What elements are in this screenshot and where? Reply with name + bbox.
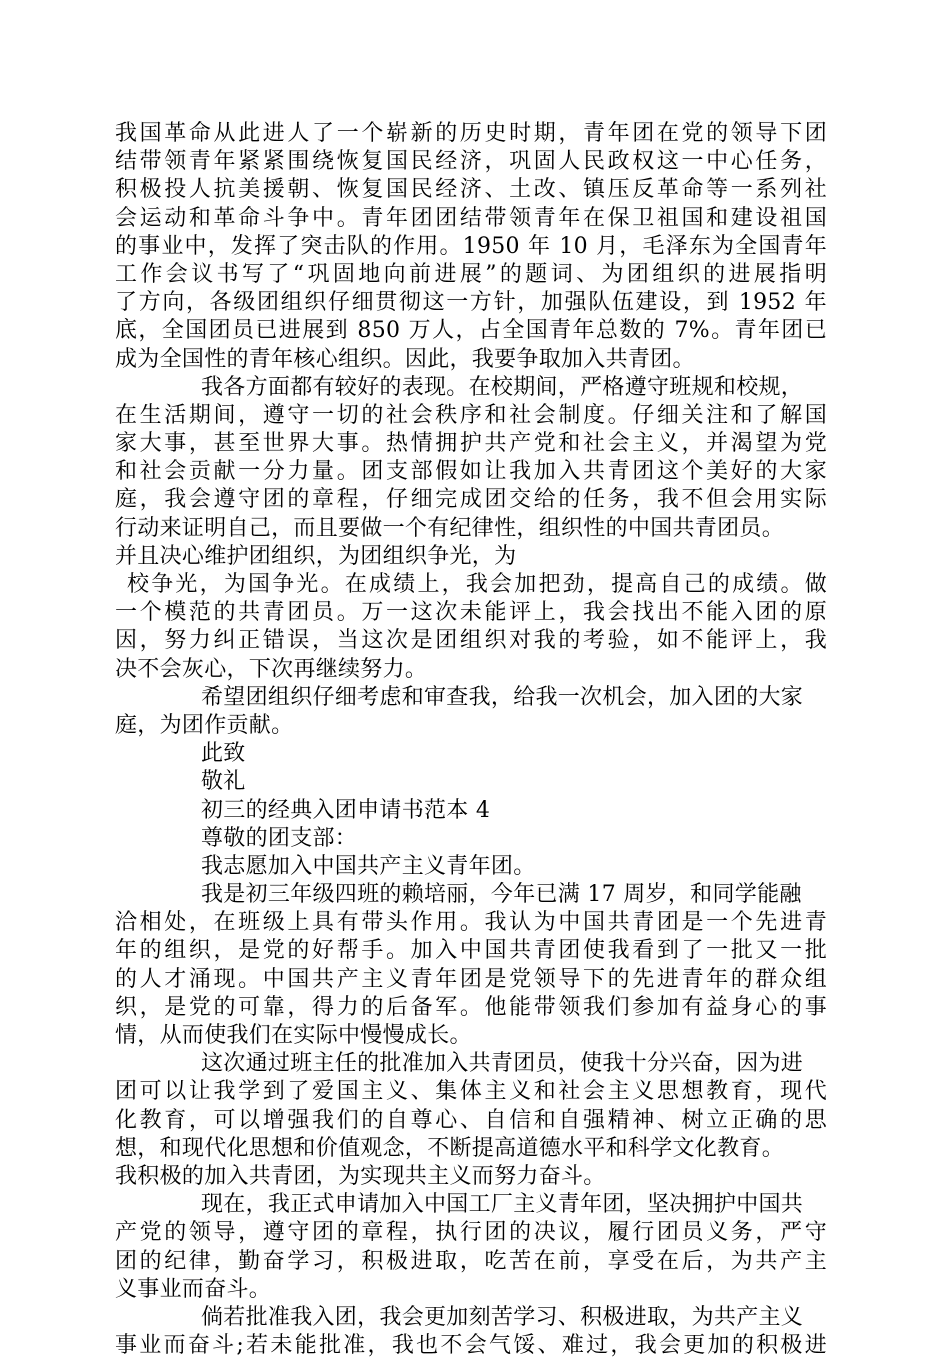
text-line: 因，努力纠正错误，当这次是团组织对我的考验，如不能评上，我 (115, 628, 827, 654)
text-line: 化教育，可以增强我们的自尊心、自信和自强精神、树立正确的思 (115, 1107, 827, 1133)
text-line: 了方向，各级团组织仔细贯彻这一方针，加强队伍建设，到 1952 年 (115, 290, 827, 316)
text-line: 我积极的加入共青团，为实现共主义而努力奋斗。 (115, 1163, 606, 1189)
paragraph-start-line: 我是初三年级四班的赖培丽，今年已满 17 周岁，和同学能融 (201, 882, 802, 908)
text-line: 产党的领导，遵守团的章程，执行团的决议，履行团员义务，严守 (115, 1220, 827, 1246)
paragraph-start-line: 我志愿加入中国共产主义青年团。 (201, 853, 536, 879)
greeting-line: 尊敬的团支部： (201, 825, 358, 851)
salutation-line: 此致 (201, 741, 246, 767)
text-line: 义事业而奋斗。 (115, 1276, 272, 1302)
paragraph-start-line: 我各方面都有较好的表现。在校期间，严格遵守班规和校规， (201, 374, 804, 400)
text-line: 校争光，为国争光。在成绩上，我会加把劲，提高自己的成绩。做 (127, 572, 827, 597)
section-title: 初三的经典入团申请书范本 4 (201, 797, 491, 823)
paragraph-start-line: 现在，我正式申请加入中国工厂主义青年团，坚决拥护中国共 (201, 1192, 804, 1218)
paragraph-start-line: 这次通过班主任的批准加入共青团员，使我十分兴奋，因为进 (201, 1051, 804, 1077)
text-line: 团可以让我学到了爱国主义、集体主义和社会主义思想教育，现代 (115, 1079, 827, 1105)
text-line: 洽相处，在班级上具有带头作用。我认为中国共青团是一个先进青 (115, 910, 827, 936)
text-line: 庭，我会遵守团的章程，仔细完成团交给的任务，我不但会用实际 (115, 487, 827, 513)
text-line: 决不会灰心，下次再继续努力。 (115, 656, 428, 682)
text-line: 和社会贡献一分力量。团支部假如让我加入共青团这个美好的大家 (115, 459, 827, 485)
text-line: 会运动和革命斗争中。青年团团结带领青年在保卫祖国和建设祖国 (115, 205, 827, 231)
text-line: 年的组织，是党的好帮手。加入中国共青团使我看到了一批又一批 (115, 938, 827, 964)
paragraph-start-line: 希望团组织仔细考虑和审查我，给我一次机会，加入团的大家 (201, 684, 804, 710)
text-line: 结带领青年紧紧围绕恢复国民经济，巩固人民政权这一中心任务， (115, 149, 827, 175)
text-line: 行动来证明自己，而且要做一个有纪律性，组织性的中国共青团员。 (115, 515, 785, 541)
text-line: 想，和现代化思想和价值观念，不断提高道德水平和科学文化教育。 (115, 1135, 785, 1161)
text-line: 积极投人抗美援朝、恢复国民经济、土改、镇压反革命等一系列社 (115, 177, 827, 203)
closing-line: 敬礼 (201, 769, 246, 795)
text-line: 庭，为团作贡献。 (115, 712, 294, 738)
text-line: 的人才涌现。中国共产主义青年团是党领导下的先进青年的群众组 (115, 966, 827, 992)
text-line: 并且决心维护团组织，为团组织争光，为 (115, 543, 517, 569)
text-line: 我国革命从此进人了一个崭新的历史时期，青年团在党的领导下团 (115, 121, 827, 146)
paragraph-start-line: 倘若批准我入团，我会更加刻苦学习、积极进取，为共产主义 (201, 1304, 804, 1330)
text-line: 工作会议书写了“巩固地向前进展”的题词、为团组织的进展指明 (115, 261, 827, 287)
text-line: 在生活期间，遵守一切的社会秩序和社会制度。仔细关注和了解国 (115, 402, 827, 428)
text-line: 成为全国性的青年核心组织。因此，我要争取加入共青团。 (115, 346, 695, 372)
text-line: 一个模范的共青团员。万一这次未能评上，我会找出不能入团的原 (115, 600, 827, 626)
text-line: 的事业中，发挥了突击队的作用。1950 年 10 月，毛泽东为全国青年 (115, 233, 827, 259)
text-line: 团的纪律，勤奋学习，积极进取，吃苦在前，享受在后，为共产主 (115, 1248, 827, 1274)
text-line: 事业而奋斗;若未能批准，我也不会气馁、难过，我会更加的积极进 (115, 1333, 827, 1359)
text-line: 情，从而使我们在实际中慢慢成长。 (115, 1023, 472, 1048)
text-line: 家大事，甚至世界大事。热情拥护共产党和社会主义，并渴望为党 (115, 431, 827, 457)
text-line: 底，全国团员已进展到 850 万人，占全国青年总数的 7%。青年团已 (115, 318, 827, 344)
text-line: 织，是党的可靠，得力的后备军。他能带领我们参加有益身心的事 (115, 994, 827, 1020)
document-body (115, 120, 827, 1360)
